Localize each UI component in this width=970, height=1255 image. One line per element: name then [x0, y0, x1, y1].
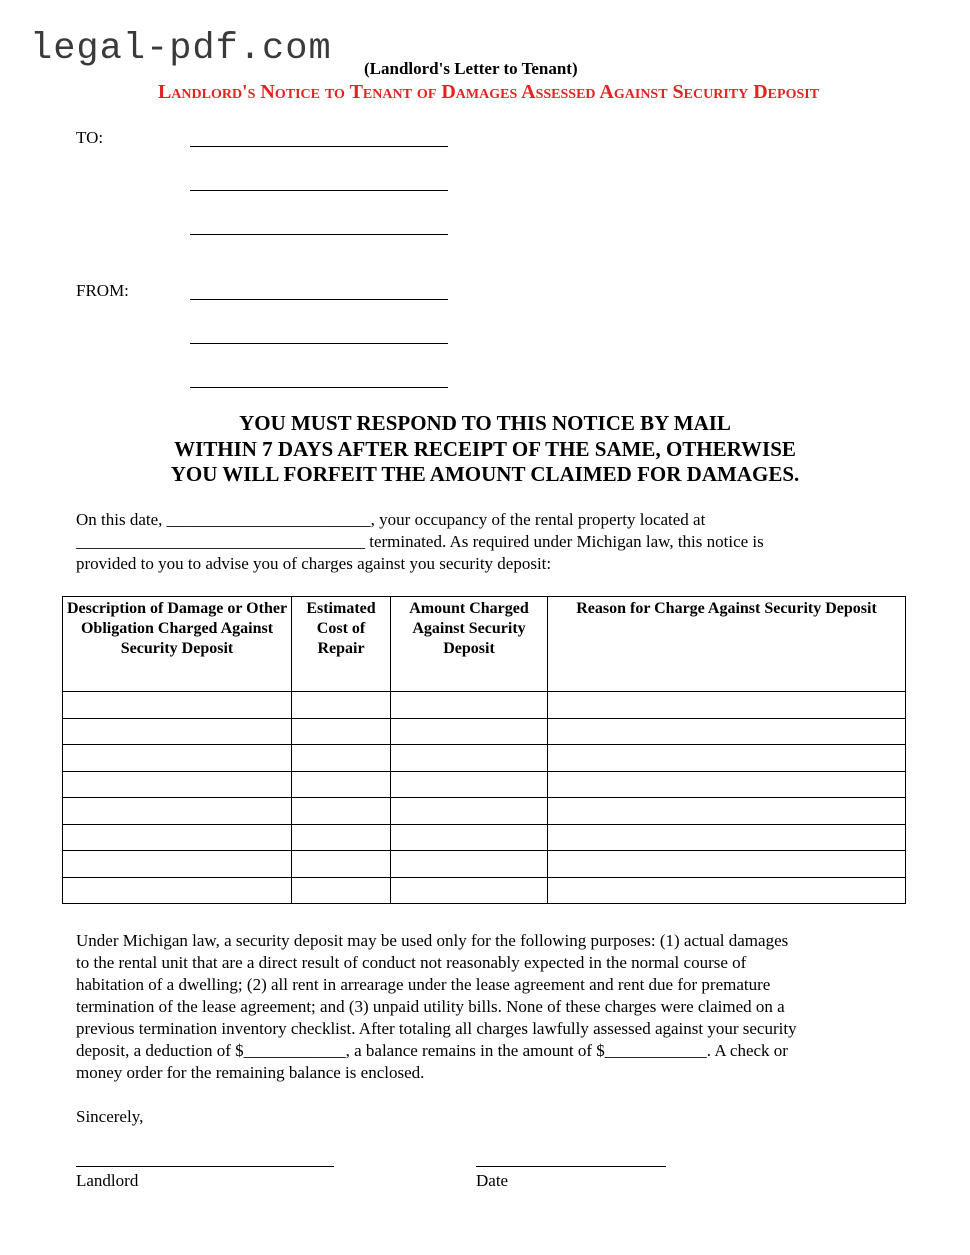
cell-amount-charged[interactable] — [391, 877, 548, 904]
intro-line-2: __________________________________ terminated. As required under Michigan law, this notice is — [76, 532, 764, 551]
body-line-6: deposit, a deduction of $____________, a balance remains in the amount of $____________. A check or — [76, 1041, 788, 1060]
table-row — [63, 745, 906, 772]
table-header-row — [63, 597, 906, 692]
table-row — [63, 824, 906, 851]
damages-table — [62, 596, 906, 904]
body-line-2: to the rental unit that are a direct result of conduct not reasonably expected in the normal course of — [76, 953, 747, 972]
date-signature-line[interactable] — [476, 1166, 666, 1167]
from-line-3[interactable] — [190, 387, 448, 388]
from-label: FROM: — [76, 281, 129, 300]
header-description: Description of Damage or Other Obligation Charged Against Security Deposit — [63, 597, 292, 692]
cell-reason[interactable] — [548, 745, 906, 772]
table-row — [63, 718, 906, 745]
document-title: Landlord's Notice to Tenant of Damages Assessed Against Security Deposit — [157, 81, 820, 103]
cell-amount-charged[interactable] — [391, 851, 548, 878]
cell-description[interactable] — [63, 718, 292, 745]
cell-amount-charged[interactable] — [391, 745, 548, 772]
cell-estimated-cost[interactable] — [292, 877, 391, 904]
header-amount-charged: Amount Charged Against Security Deposit — [391, 597, 548, 692]
cell-estimated-cost[interactable] — [292, 771, 391, 798]
cell-reason[interactable] — [548, 798, 906, 825]
notice-line-1: YOU MUST RESPOND TO THIS NOTICE BY MAIL — [239, 411, 731, 435]
to-line-2[interactable] — [190, 190, 448, 191]
cell-description[interactable] — [63, 877, 292, 904]
to-label: TO: — [76, 128, 104, 147]
body-line-7: money order for the remaining balance is enclosed. — [76, 1063, 425, 1082]
cell-description[interactable] — [63, 745, 292, 772]
cell-amount-charged[interactable] — [391, 718, 548, 745]
closing-text: Sincerely, — [76, 1107, 144, 1126]
watermark-logo: legal-pdf.com — [30, 28, 332, 70]
cell-description[interactable] — [63, 824, 292, 851]
intro-line-1: On this date, ________________________, your occupancy of the rental property located at — [76, 510, 706, 529]
from-line-2[interactable] — [190, 343, 448, 344]
cell-description[interactable] — [63, 692, 292, 719]
document-subtitle: (Landlord's Letter to Tenant) — [364, 59, 578, 78]
to-line-1[interactable] — [190, 146, 448, 147]
cell-estimated-cost[interactable] — [292, 718, 391, 745]
cell-estimated-cost[interactable] — [292, 851, 391, 878]
cell-description[interactable] — [63, 798, 292, 825]
cell-description[interactable] — [63, 771, 292, 798]
notice-line-3: YOU WILL FORFEIT THE AMOUNT CLAIMED FOR DAMAGES. — [170, 462, 800, 486]
cell-amount-charged[interactable] — [391, 798, 548, 825]
table-row — [63, 692, 906, 719]
body-line-1: Under Michigan law, a security deposit may be used only for the following purposes: (1) actual damages — [76, 931, 789, 950]
cell-amount-charged[interactable] — [391, 692, 548, 719]
body-line-5: previous termination inventory checklist. After totaling all charges lawfully assessed against your security — [76, 1019, 797, 1038]
header-reason: Reason for Charge Against Security Deposit — [548, 597, 906, 692]
cell-estimated-cost[interactable] — [292, 824, 391, 851]
body-line-4: termination of the lease agreement; and (3) unpaid utility bills. None of these charges were claimed on a — [76, 997, 785, 1016]
table-row — [63, 771, 906, 798]
header-estimated-cost: Estimated Cost of Repair — [292, 597, 391, 692]
cell-description[interactable] — [63, 851, 292, 878]
cell-estimated-cost[interactable] — [292, 798, 391, 825]
body-line-3: habitation of a dwelling; (2) all rent in arrearage under the lease agreement and rent due for premature — [76, 975, 771, 994]
table-row — [63, 851, 906, 878]
cell-estimated-cost[interactable] — [292, 692, 391, 719]
cell-reason[interactable] — [548, 824, 906, 851]
cell-reason[interactable] — [548, 877, 906, 904]
cell-reason[interactable] — [548, 692, 906, 719]
cell-reason[interactable] — [548, 771, 906, 798]
to-line-3[interactable] — [190, 234, 448, 235]
notice-line-2: WITHIN 7 DAYS AFTER RECEIPT OF THE SAME, OTHERWISE — [174, 437, 796, 461]
table-row — [63, 798, 906, 825]
intro-line-3: provided to you to advise you of charges against you security deposit: — [76, 554, 552, 573]
table-row — [63, 877, 906, 904]
from-line-1[interactable] — [190, 299, 448, 300]
cell-amount-charged[interactable] — [391, 824, 548, 851]
cell-reason[interactable] — [548, 851, 906, 878]
landlord-label: Landlord — [76, 1171, 139, 1190]
date-label: Date — [476, 1171, 509, 1190]
cell-estimated-cost[interactable] — [292, 745, 391, 772]
cell-amount-charged[interactable] — [391, 771, 548, 798]
cell-reason[interactable] — [548, 718, 906, 745]
landlord-signature-line[interactable] — [76, 1166, 334, 1167]
